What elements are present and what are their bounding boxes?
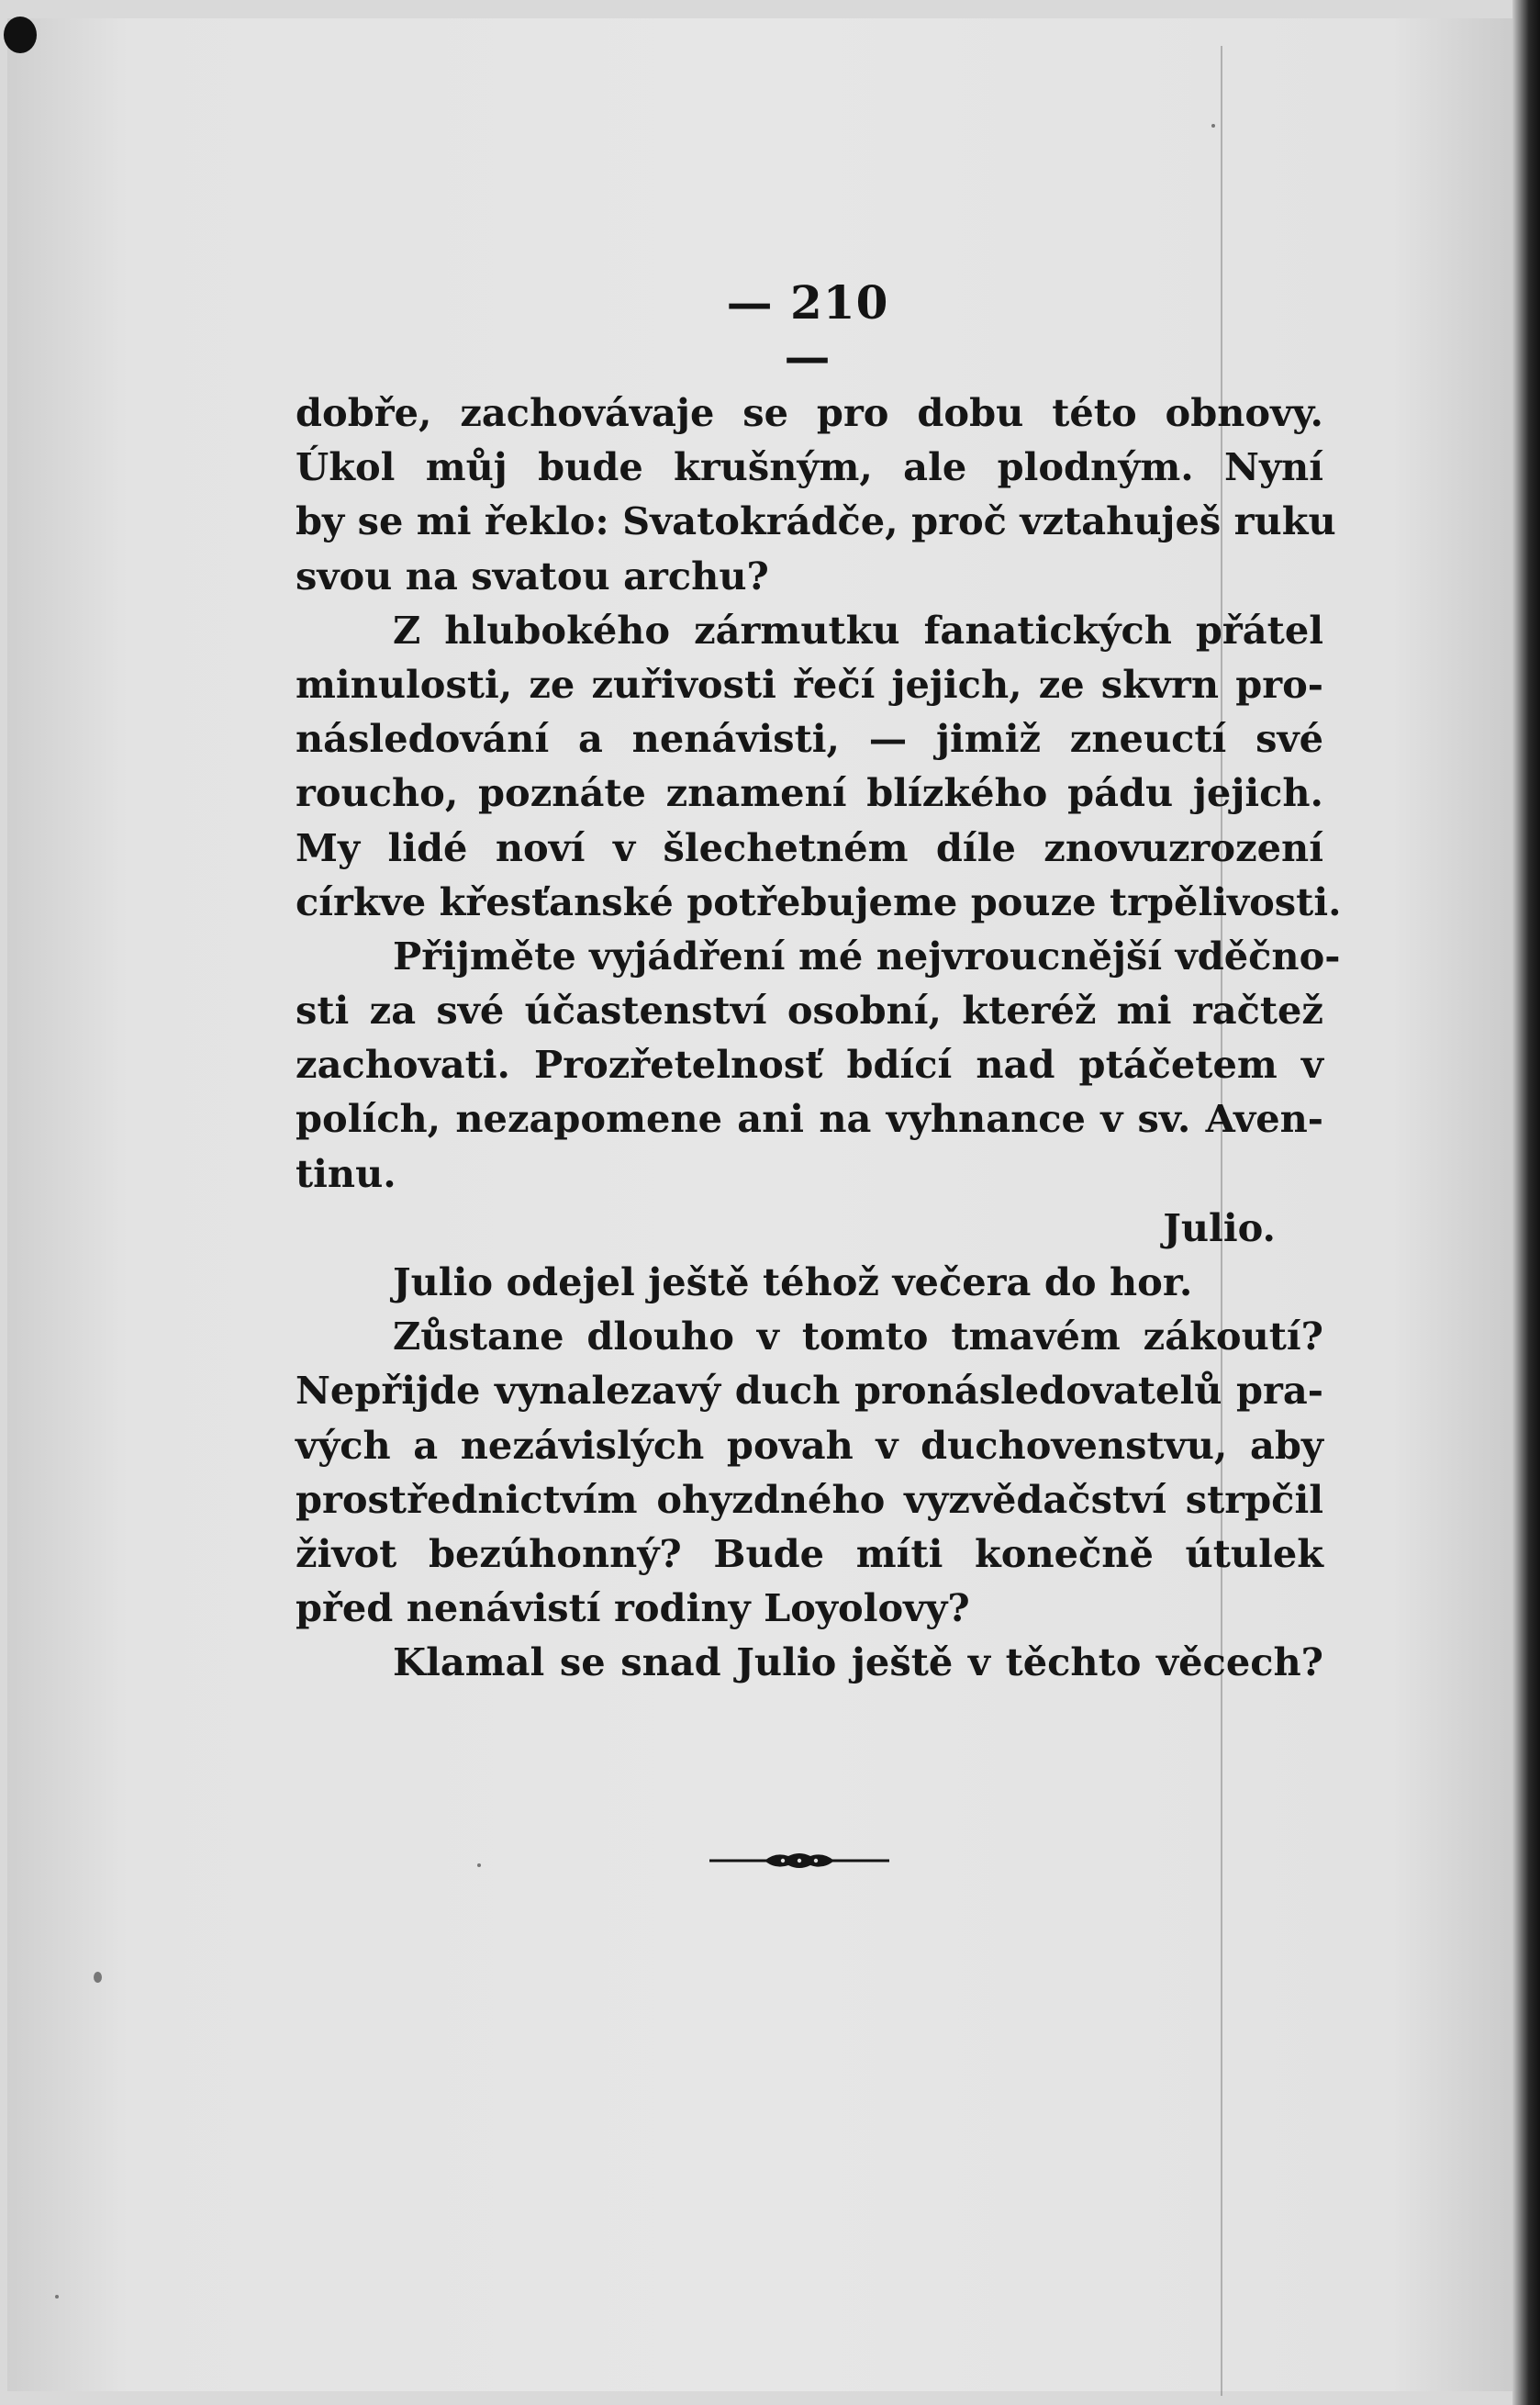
paper-speck xyxy=(55,2295,59,2299)
corner-ink-blot xyxy=(4,17,37,53)
text-line: Úkol můj bude krušným, ale plodným. Nyní xyxy=(296,444,1323,490)
text-line: církve křesťanské potřebujeme pouze trpělivosti. xyxy=(296,878,1342,924)
text-line: sti za své účastenství osobní, kteréž mi račtež xyxy=(296,988,1323,1034)
text-line: život bezúhonný? Bude míti konečně útulek xyxy=(296,1530,1323,1576)
signature-line: Julio. xyxy=(1163,1204,1276,1250)
body-text xyxy=(296,386,1342,1690)
paper-speck xyxy=(1211,124,1215,128)
text-line: Julio odejel ještě téhož večera do hor. xyxy=(393,1259,1193,1304)
section-end-ornament xyxy=(709,1850,889,1872)
text-line: Zůstane dlouho v tomto tmavém zákoutí? xyxy=(393,1314,1323,1359)
page-edge-shadow xyxy=(1512,0,1540,2405)
page-number: — 210 — xyxy=(726,275,889,384)
text-line: prostřednictvím ohyzdného vyzvědačství strpčil xyxy=(296,1476,1323,1522)
paper-speck xyxy=(477,1863,481,1867)
text-line: zachovati. Prozřetelnosť bdící nad ptáčetem v xyxy=(296,1042,1323,1088)
paper-speck xyxy=(94,1972,102,1983)
text-line: vých a nezávislých povah v duchovenstvu, aby xyxy=(296,1422,1323,1468)
text-line: My lidé noví v šlechetném díle znovuzrození xyxy=(296,824,1323,870)
text-line: dobře, zachovávaje se pro dobu této obnovy. xyxy=(296,390,1323,435)
text-line: Klamal se snad Julio ještě v těchto věcech? xyxy=(393,1639,1323,1685)
text-line: roucho, poznáte znamení blízkého pádu jejich. xyxy=(296,770,1323,816)
text-line: minulosti, ze zuřivosti řečí jejich, ze skvrn pro- xyxy=(296,661,1323,707)
text-line: před nenávistí rodiny Loyolovy? xyxy=(296,1585,970,1631)
text-line: by se mi řeklo: Svatokrádče, proč vztahuješ ruku xyxy=(296,498,1336,544)
text-line: Z hlubokého zármutku fanatických přátel xyxy=(393,607,1323,653)
text-line: Přijměte vyjádření mé nejvroucnější vděčno- xyxy=(393,933,1341,979)
text-line: Nepřijde vynalezavý duch pronásledovatelů pra- xyxy=(296,1368,1323,1414)
text-line: tinu. xyxy=(296,1150,396,1196)
text-line: svou na svatou archu? xyxy=(296,553,769,598)
text-line: následování a nenávisti, — jimiž zneuctí své xyxy=(296,716,1323,762)
text-line: polích, nezapomene ani na vyhnance v sv. Aven- xyxy=(296,1096,1323,1142)
